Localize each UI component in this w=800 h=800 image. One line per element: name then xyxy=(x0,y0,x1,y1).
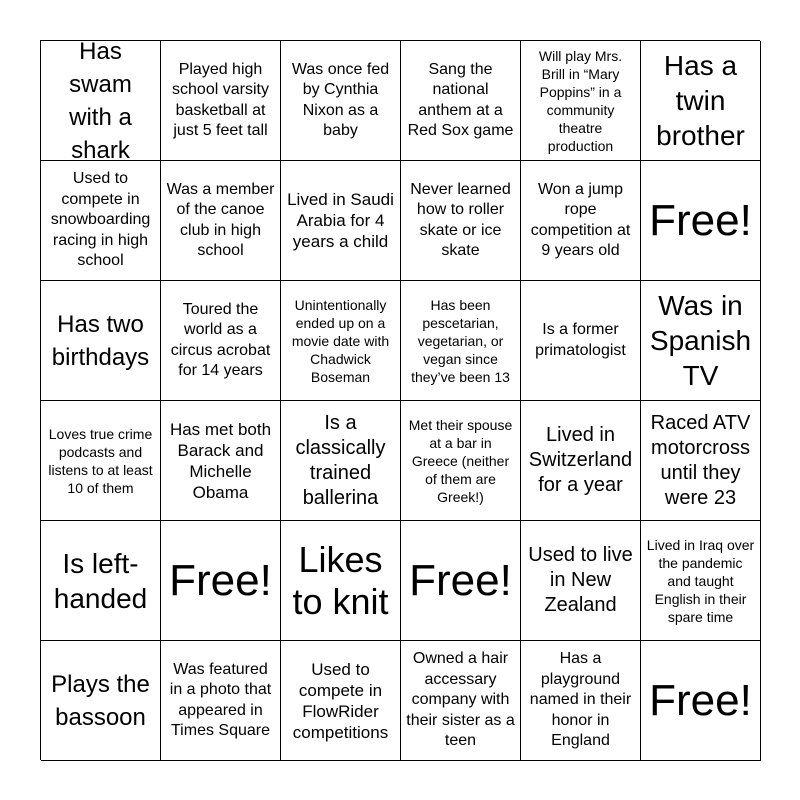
bingo-cell[interactable] xyxy=(161,161,281,281)
bingo-cell[interactable] xyxy=(401,281,521,401)
bingo-cell[interactable] xyxy=(521,401,641,521)
bingo-cell[interactable] xyxy=(41,161,161,281)
bingo-board xyxy=(40,40,760,760)
cell-text: Unintentionally ended up on a movie date with Chadwick Boseman xyxy=(291,296,390,385)
bingo-cell[interactable] xyxy=(521,161,641,281)
cell-text: Lived in Iraq over the pandemic and taught English in their spare time xyxy=(646,536,755,625)
bingo-cell[interactable] xyxy=(401,161,521,281)
bingo-cell[interactable] xyxy=(401,641,521,761)
cell-text: Met their spouse at a bar in Greece (neither of them are Greek!) xyxy=(408,416,513,505)
cell-text: Owned a hair accessary company with their sister as a teen xyxy=(406,650,515,750)
cell-text: Toured the world as a circus acrobat for 14 years xyxy=(170,300,271,379)
cell-text: Used to live in New Zealand xyxy=(528,544,633,616)
bingo-cell[interactable] xyxy=(161,41,281,161)
cell-text: Is a classically trained ballerina xyxy=(295,411,386,509)
cell-text: Raced ATV motorcross until they were 23 xyxy=(650,411,751,509)
cell-text: Never learned how to roller skate or ice skate xyxy=(410,180,511,259)
cell-text: Likes to knit xyxy=(292,538,389,622)
bingo-cell[interactable] xyxy=(161,281,281,401)
cell-text: Is a former primatologist xyxy=(535,321,626,359)
cell-text: Was featured in a photo that appeared in Times Square xyxy=(169,660,272,739)
cell-text: Has been pescetarian, vegetarian, or vegan since they’ve been 13 xyxy=(411,296,510,385)
bingo-cell[interactable] xyxy=(401,401,521,521)
bingo-cell[interactable] xyxy=(521,41,641,161)
bingo-cell[interactable] xyxy=(41,401,161,521)
bingo-cell[interactable] xyxy=(281,401,401,521)
bingo-cell[interactable] xyxy=(41,641,161,761)
cell-text: Lived in Saudi Arabia for 4 years a child xyxy=(287,190,394,251)
bingo-cell[interactable] xyxy=(161,641,281,761)
bingo-cell[interactable] xyxy=(521,641,641,761)
cell-text: Was a member of the canoe club in high school xyxy=(166,180,275,259)
cell-text: Has met both Barack and Michelle Obama xyxy=(169,419,272,502)
bingo-cell[interactable] xyxy=(641,41,761,161)
bingo-cell[interactable] xyxy=(641,521,761,641)
cell-text: Used to compete in snowboarding racing in high school xyxy=(50,170,151,270)
cell-text: Was in Spanish TV xyxy=(649,290,752,391)
bingo-cell[interactable] xyxy=(281,521,401,641)
cell-text: Was once fed by Cynthia Nixon as a baby xyxy=(291,60,390,139)
cell-text: Plays the bassoon xyxy=(51,670,150,731)
cell-text: Has swam with a shark xyxy=(69,41,132,161)
cell-text: Has a twin brother xyxy=(656,50,745,151)
free-space-text: Free! xyxy=(169,555,272,605)
bingo-cell[interactable] xyxy=(281,641,401,761)
cell-text: Won a jump rope competition at 9 years old xyxy=(530,180,631,259)
cell-text: Lived in Switzerland for a year xyxy=(528,424,633,496)
bingo-cell[interactable] xyxy=(641,281,761,401)
cell-text: Loves true crime podcasts and listens to at least 10 of them xyxy=(48,425,153,496)
cell-text: Is left-handed xyxy=(53,547,148,614)
cell-text: Used to compete in FlowRider competitions xyxy=(292,659,389,742)
free-space-cell[interactable] xyxy=(161,521,281,641)
cell-text: Has a playground named in their honor in England xyxy=(529,650,632,750)
cell-text: Has two birthdays xyxy=(51,310,150,371)
bingo-cell[interactable] xyxy=(281,41,401,161)
bingo-cell[interactable] xyxy=(161,401,281,521)
bingo-cell[interactable] xyxy=(41,281,161,401)
cell-text: Played high school varsity basketball at just 5 feet tall xyxy=(172,60,269,139)
free-space-text: Free! xyxy=(649,195,752,245)
free-space-text: Free! xyxy=(649,675,752,725)
free-space-text: Free! xyxy=(409,555,512,605)
bingo-cell[interactable] xyxy=(401,41,521,161)
bingo-cell[interactable] xyxy=(41,521,161,641)
free-space-cell[interactable] xyxy=(401,521,521,641)
cell-text: Sang the national anthem at a Red Sox game xyxy=(407,60,514,139)
bingo-cell[interactable] xyxy=(281,281,401,401)
bingo-cell[interactable] xyxy=(41,41,161,161)
bingo-cell[interactable] xyxy=(521,521,641,641)
free-space-cell[interactable] xyxy=(641,161,761,281)
cell-text: Will play Mrs. Brill in “Mary Poppins” in a community theatre production xyxy=(538,47,623,154)
bingo-cell[interactable] xyxy=(281,161,401,281)
bingo-cell[interactable] xyxy=(641,401,761,521)
free-space-cell[interactable] xyxy=(641,641,761,761)
bingo-cell[interactable] xyxy=(521,281,641,401)
